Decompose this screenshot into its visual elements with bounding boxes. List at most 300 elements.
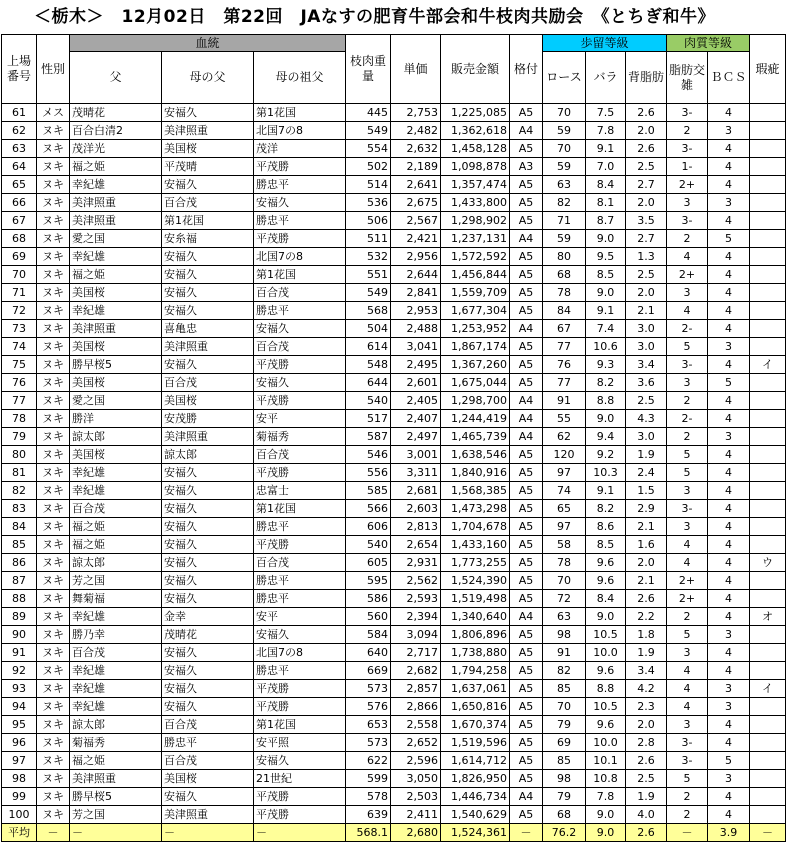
carcass-results-table (1, 34, 786, 842)
cell-bcs: 3 (708, 626, 750, 644)
cell-grade: A5 (510, 644, 543, 662)
cell-back-fat: 1.9 (626, 644, 667, 662)
cell-bcs: 4 (708, 104, 750, 122)
cell-sex: ヌキ (37, 554, 70, 572)
cell-bara: 10.6 (586, 338, 626, 356)
cell-unit-price: 2,562 (391, 572, 441, 590)
cell-bcs: 4 (708, 518, 750, 536)
cell-bara: 7.5 (586, 104, 626, 122)
cell-entry-no: 65 (2, 176, 37, 194)
cell-weight: 560 (346, 608, 391, 626)
header-marbling: 脂肪交雑 (667, 52, 708, 104)
cell-grade: A3 (510, 158, 543, 176)
cell-sex: ヌキ (37, 320, 70, 338)
cell-sex: ヌキ (37, 194, 70, 212)
table-row (2, 392, 786, 410)
table-row (2, 374, 786, 392)
cell-loin: 85 (543, 680, 586, 698)
cell-defect: ウ (750, 554, 786, 572)
cell-unit-price: 2,654 (391, 536, 441, 554)
cell-mother-grandfather: 勝忠平 (254, 212, 346, 230)
cell-grade: A5 (510, 338, 543, 356)
cell-bara: 8.5 (586, 536, 626, 554)
cell-grade: A5 (510, 590, 543, 608)
cell-sales: 1,098,878 (441, 158, 510, 176)
cell-father: 美国桜 (70, 374, 162, 392)
cell-sales: 1,519,498 (441, 590, 510, 608)
cell-marbling: 2+ (667, 572, 708, 590)
cell-mother-father: 美国桜 (162, 392, 254, 410)
cell-entry-no: 86 (2, 554, 37, 572)
cell-sex: ヌキ (37, 662, 70, 680)
table-row (2, 140, 786, 158)
cell-loin: 68 (543, 266, 586, 284)
cell-weight: 551 (346, 266, 391, 284)
cell-mother-grandfather: 安平 (254, 410, 346, 428)
cell-father: 福之姫 (70, 158, 162, 176)
cell-bcs: 5 (708, 374, 750, 392)
cell-entry-no: 87 (2, 572, 37, 590)
average-cell-sales: 1,524,361 (441, 824, 510, 842)
cell-sales: 1,773,255 (441, 554, 510, 572)
cell-sales: 1,362,618 (441, 122, 510, 140)
cell-weight: 445 (346, 104, 391, 122)
header-pedigree-group: 血統 (70, 35, 346, 52)
cell-entry-no: 78 (2, 410, 37, 428)
cell-weight: 536 (346, 194, 391, 212)
cell-weight: 556 (346, 464, 391, 482)
cell-bcs: 4 (708, 590, 750, 608)
cell-back-fat: 2.7 (626, 230, 667, 248)
page-title: ＜栃木＞ 12月02日 第22回 JAなすの肥育牛部会和牛枝肉共励会 《とちぎ和牛》 (34, 7, 715, 27)
cell-mother-father: 安福久 (162, 788, 254, 806)
table-row (2, 572, 786, 590)
cell-sales: 1,367,260 (441, 356, 510, 374)
cell-grade: A4 (510, 230, 543, 248)
average-cell-loin: 76.2 (543, 824, 586, 842)
cell-back-fat: 3.6 (626, 374, 667, 392)
table-row (2, 428, 786, 446)
cell-marbling: 4 (667, 698, 708, 716)
cell-entry-no: 95 (2, 716, 37, 734)
cell-father: 美国桜 (70, 446, 162, 464)
cell-weight: 540 (346, 536, 391, 554)
cell-sales: 1,540,629 (441, 806, 510, 824)
cell-back-fat: 1.6 (626, 536, 667, 554)
cell-bcs: 3 (708, 770, 750, 788)
cell-loin: 77 (543, 374, 586, 392)
cell-marbling: 4 (667, 554, 708, 572)
table-row (2, 302, 786, 320)
cell-unit-price: 2,421 (391, 230, 441, 248)
cell-loin: 97 (543, 518, 586, 536)
cell-mother-grandfather: 百合茂 (254, 554, 346, 572)
cell-back-fat: 2.0 (626, 122, 667, 140)
cell-weight: 566 (346, 500, 391, 518)
cell-unit-price: 3,050 (391, 770, 441, 788)
cell-weight: 640 (346, 644, 391, 662)
cell-marbling: 2 (667, 428, 708, 446)
table-row (2, 284, 786, 302)
cell-marbling: 3- (667, 500, 708, 518)
cell-mother-grandfather: 北国7の8 (254, 644, 346, 662)
cell-loin: 76 (543, 356, 586, 374)
cell-sales: 1,650,816 (441, 698, 510, 716)
cell-mother-father: 茂晴花 (162, 626, 254, 644)
cell-mother-grandfather: 菊福秀 (254, 428, 346, 446)
cell-father: 福之姫 (70, 266, 162, 284)
cell-father: 百合茂 (70, 500, 162, 518)
cell-loin: 65 (543, 500, 586, 518)
cell-bcs: 3 (708, 122, 750, 140)
cell-unit-price: 2,931 (391, 554, 441, 572)
table-row (2, 212, 786, 230)
cell-grade: A5 (510, 446, 543, 464)
header-back-fat: 背脂肪 (626, 52, 667, 104)
cell-bcs: 4 (708, 284, 750, 302)
cell-father: 幸紀雄 (70, 482, 162, 500)
cell-weight: 504 (346, 320, 391, 338)
cell-defect (750, 428, 786, 446)
cell-marbling: 5 (667, 338, 708, 356)
cell-weight: 653 (346, 716, 391, 734)
cell-back-fat: 3.5 (626, 212, 667, 230)
cell-mother-grandfather: 21世紀 (254, 770, 346, 788)
cell-back-fat: 3.0 (626, 320, 667, 338)
header-mother-grandfather: 母の祖父 (254, 52, 346, 104)
cell-defect (750, 212, 786, 230)
cell-grade: A5 (510, 518, 543, 536)
cell-weight: 586 (346, 590, 391, 608)
cell-mother-grandfather: 平茂勝 (254, 806, 346, 824)
cell-mother-father: 安福久 (162, 500, 254, 518)
cell-bcs: 4 (708, 716, 750, 734)
cell-father: 美津照重 (70, 320, 162, 338)
average-cell-mother-father: － (162, 824, 254, 842)
cell-sex: ヌキ (37, 356, 70, 374)
cell-bara: 9.1 (586, 140, 626, 158)
cell-bcs: 4 (708, 266, 750, 284)
cell-father: 芳之国 (70, 572, 162, 590)
cell-sex: ヌキ (37, 302, 70, 320)
cell-entry-no: 99 (2, 788, 37, 806)
cell-bara: 9.6 (586, 716, 626, 734)
cell-loin: 58 (543, 536, 586, 554)
cell-grade: A4 (510, 392, 543, 410)
cell-marbling: 3 (667, 644, 708, 662)
cell-sex: ヌキ (37, 338, 70, 356)
cell-sex: ヌキ (37, 392, 70, 410)
cell-entry-no: 68 (2, 230, 37, 248)
cell-mother-grandfather: 安福久 (254, 374, 346, 392)
cell-mother-grandfather: 安福久 (254, 752, 346, 770)
cell-entry-no: 97 (2, 752, 37, 770)
cell-back-fat: 4.0 (626, 806, 667, 824)
cell-grade: A5 (510, 140, 543, 158)
average-cell-sex: － (37, 824, 70, 842)
cell-loin: 71 (543, 212, 586, 230)
cell-grade: A5 (510, 770, 543, 788)
cell-marbling: 5 (667, 626, 708, 644)
cell-unit-price: 2,717 (391, 644, 441, 662)
cell-unit-price: 2,866 (391, 698, 441, 716)
cell-sales: 1,298,700 (441, 392, 510, 410)
cell-back-fat: 2.5 (626, 770, 667, 788)
cell-sales: 1,867,174 (441, 338, 510, 356)
cell-weight: 584 (346, 626, 391, 644)
cell-weight: 532 (346, 248, 391, 266)
cell-back-fat: 2.5 (626, 158, 667, 176)
table-row (2, 662, 786, 680)
average-cell-grade: － (510, 824, 543, 842)
cell-sex: ヌキ (37, 446, 70, 464)
cell-sex: メス (37, 104, 70, 122)
cell-entry-no: 62 (2, 122, 37, 140)
cell-marbling: 3 (667, 518, 708, 536)
average-cell-marbling: － (667, 824, 708, 842)
cell-entry-no: 66 (2, 194, 37, 212)
table-row (2, 716, 786, 734)
table-row (2, 464, 786, 482)
cell-back-fat: 2.1 (626, 518, 667, 536)
cell-mother-father: 安福久 (162, 518, 254, 536)
cell-bcs: 4 (708, 212, 750, 230)
cell-sales: 1,237,131 (441, 230, 510, 248)
cell-weight: 595 (346, 572, 391, 590)
cell-marbling: 3 (667, 194, 708, 212)
cell-mother-father: 美津照重 (162, 338, 254, 356)
cell-father: 菊福秀 (70, 734, 162, 752)
table-row (2, 680, 786, 698)
table-row (2, 752, 786, 770)
cell-unit-price: 2,482 (391, 122, 441, 140)
cell-sex: ヌキ (37, 536, 70, 554)
cell-mother-grandfather: 安福久 (254, 194, 346, 212)
cell-bara: 10.8 (586, 770, 626, 788)
cell-mother-father: 金幸 (162, 608, 254, 626)
cell-bcs: 4 (708, 734, 750, 752)
cell-unit-price: 2,596 (391, 752, 441, 770)
cell-sales: 1,524,390 (441, 572, 510, 590)
cell-marbling: 2+ (667, 590, 708, 608)
cell-entry-no: 63 (2, 140, 37, 158)
cell-grade: A5 (510, 266, 543, 284)
cell-defect (750, 284, 786, 302)
cell-sex: ヌキ (37, 212, 70, 230)
cell-weight: 549 (346, 122, 391, 140)
cell-bara: 9.1 (586, 482, 626, 500)
cell-mother-father: 安福久 (162, 554, 254, 572)
cell-sales: 1,225,085 (441, 104, 510, 122)
cell-unit-price: 2,503 (391, 788, 441, 806)
cell-unit-price: 2,497 (391, 428, 441, 446)
cell-mother-grandfather: 勝忠平 (254, 176, 346, 194)
cell-unit-price: 2,956 (391, 248, 441, 266)
cell-sex: ヌキ (37, 428, 70, 446)
cell-mother-grandfather: 平茂勝 (254, 788, 346, 806)
cell-mother-grandfather: 安平 (254, 608, 346, 626)
cell-marbling: 4 (667, 680, 708, 698)
average-row (2, 824, 786, 842)
cell-defect (750, 374, 786, 392)
table-row (2, 770, 786, 788)
cell-mother-father: 美津照重 (162, 806, 254, 824)
cell-bara: 8.7 (586, 212, 626, 230)
cell-defect (750, 626, 786, 644)
cell-entry-no: 93 (2, 680, 37, 698)
cell-sex: ヌキ (37, 806, 70, 824)
cell-unit-price: 2,495 (391, 356, 441, 374)
cell-mother-father: 安福久 (162, 482, 254, 500)
cell-grade: A5 (510, 464, 543, 482)
cell-father: 諒太郎 (70, 428, 162, 446)
cell-mother-grandfather: 勝忠平 (254, 572, 346, 590)
table-row (2, 266, 786, 284)
cell-mother-father: 安福久 (162, 662, 254, 680)
cell-defect (750, 536, 786, 554)
cell-mother-grandfather: 勝忠平 (254, 590, 346, 608)
cell-sales: 1,794,258 (441, 662, 510, 680)
cell-mother-father: 安福久 (162, 464, 254, 482)
cell-sex: ヌキ (37, 500, 70, 518)
cell-weight: 605 (346, 554, 391, 572)
cell-sales: 1,677,304 (441, 302, 510, 320)
cell-mother-grandfather: 平茂勝 (254, 536, 346, 554)
cell-loin: 68 (543, 806, 586, 824)
cell-unit-price: 2,753 (391, 104, 441, 122)
cell-unit-price: 3,001 (391, 446, 441, 464)
table-row (2, 626, 786, 644)
cell-bcs: 4 (708, 140, 750, 158)
cell-weight: 514 (346, 176, 391, 194)
cell-loin: 62 (543, 428, 586, 446)
cell-back-fat: 2.3 (626, 698, 667, 716)
cell-mother-grandfather: 勝忠平 (254, 302, 346, 320)
cell-weight: 546 (346, 446, 391, 464)
cell-father: 美国桜 (70, 284, 162, 302)
cell-grade: A4 (510, 122, 543, 140)
cell-loin: 59 (543, 122, 586, 140)
cell-mother-grandfather: 平茂勝 (254, 464, 346, 482)
cell-father: 勝乃幸 (70, 626, 162, 644)
cell-defect (750, 482, 786, 500)
cell-father: 芳之国 (70, 806, 162, 824)
cell-bcs: 3 (708, 428, 750, 446)
cell-bcs: 3 (708, 194, 750, 212)
cell-sex: ヌキ (37, 698, 70, 716)
cell-back-fat: 1.9 (626, 788, 667, 806)
cell-bcs: 4 (708, 248, 750, 266)
cell-bara: 8.8 (586, 680, 626, 698)
cell-entry-no: 94 (2, 698, 37, 716)
cell-defect (750, 806, 786, 824)
cell-bcs: 4 (708, 320, 750, 338)
cell-unit-price: 2,407 (391, 410, 441, 428)
cell-bara: 10.0 (586, 734, 626, 752)
cell-unit-price: 2,841 (391, 284, 441, 302)
cell-defect (750, 518, 786, 536)
table-row (2, 518, 786, 536)
cell-defect: イ (750, 356, 786, 374)
cell-marbling: 4 (667, 248, 708, 266)
table-row (2, 248, 786, 266)
average-cell-father: － (70, 824, 162, 842)
cell-loin: 98 (543, 626, 586, 644)
cell-bara: 9.6 (586, 554, 626, 572)
cell-defect (750, 140, 786, 158)
cell-mother-grandfather: 安福久 (254, 320, 346, 338)
cell-mother-grandfather: 忠富士 (254, 482, 346, 500)
cell-father: 茂洋光 (70, 140, 162, 158)
cell-sex: ヌキ (37, 608, 70, 626)
cell-mother-father: 安福久 (162, 302, 254, 320)
cell-sex: ヌキ (37, 752, 70, 770)
cell-defect (750, 392, 786, 410)
cell-defect (750, 734, 786, 752)
cell-sales: 1,244,419 (441, 410, 510, 428)
cell-unit-price: 2,593 (391, 590, 441, 608)
cell-unit-price: 2,189 (391, 158, 441, 176)
cell-defect (750, 230, 786, 248)
cell-loin: 74 (543, 482, 586, 500)
cell-bcs: 4 (708, 806, 750, 824)
cell-mother-grandfather: 平茂勝 (254, 680, 346, 698)
table-row (2, 806, 786, 824)
cell-back-fat: 2.5 (626, 392, 667, 410)
cell-bara: 8.6 (586, 518, 626, 536)
cell-grade: A5 (510, 302, 543, 320)
cell-bcs: 4 (708, 176, 750, 194)
cell-marbling: 2 (667, 608, 708, 626)
cell-father: 勝早桜5 (70, 788, 162, 806)
cell-loin: 80 (543, 248, 586, 266)
cell-grade: A5 (510, 752, 543, 770)
header-defect: 瑕疵 (750, 35, 786, 104)
cell-bara: 7.8 (586, 788, 626, 806)
cell-back-fat: 2.7 (626, 176, 667, 194)
cell-back-fat: 3.4 (626, 662, 667, 680)
cell-unit-price: 2,644 (391, 266, 441, 284)
cell-entry-no: 89 (2, 608, 37, 626)
table-row (2, 194, 786, 212)
cell-bara: 10.0 (586, 644, 626, 662)
cell-sex: ヌキ (37, 680, 70, 698)
cell-sales: 1,357,474 (441, 176, 510, 194)
cell-defect (750, 662, 786, 680)
cell-loin: 82 (543, 194, 586, 212)
cell-father: 美津照重 (70, 194, 162, 212)
cell-sex: ヌキ (37, 266, 70, 284)
cell-father: 福之姫 (70, 518, 162, 536)
cell-father: 百合茂 (70, 644, 162, 662)
cell-loin: 98 (543, 770, 586, 788)
header-father: 父 (70, 52, 162, 104)
cell-father: 福之姫 (70, 536, 162, 554)
cell-father: 舞菊福 (70, 590, 162, 608)
cell-marbling: 4 (667, 536, 708, 554)
table-row (2, 590, 786, 608)
cell-bcs: 3 (708, 338, 750, 356)
cell-sex: ヌキ (37, 122, 70, 140)
average-cell-mother-grandfather: － (254, 824, 346, 842)
cell-entry-no: 90 (2, 626, 37, 644)
cell-grade: A5 (510, 572, 543, 590)
cell-defect: オ (750, 608, 786, 626)
cell-grade: A5 (510, 500, 543, 518)
cell-weight: 639 (346, 806, 391, 824)
cell-loin: 59 (543, 158, 586, 176)
cell-loin: 69 (543, 734, 586, 752)
